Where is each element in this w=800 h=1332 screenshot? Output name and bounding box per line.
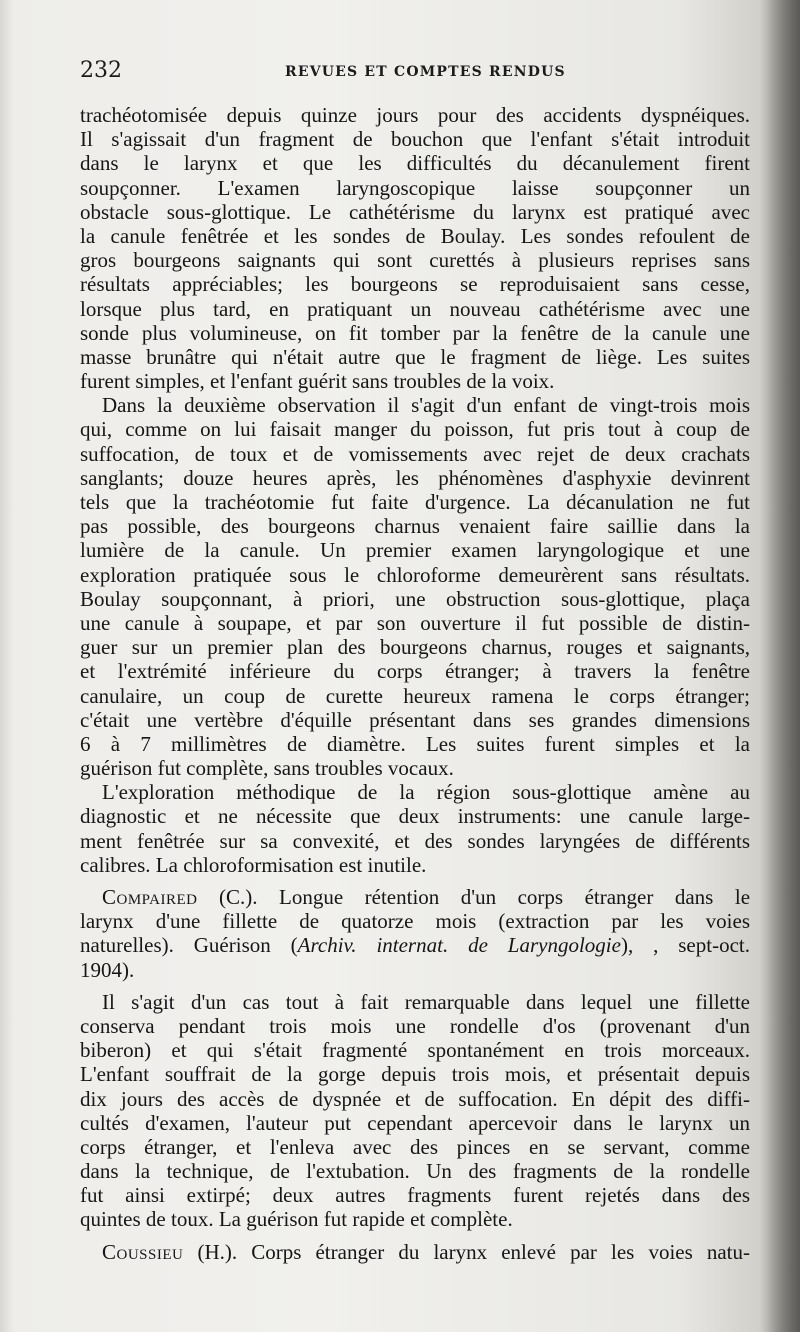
text-line: résultats appréciables; les bourgeons se reproduisaient sans cesse, (80, 272, 750, 297)
paragraph (80, 780, 750, 877)
page-shadow-left (0, 0, 14, 1332)
bibliographic-entry (80, 1240, 750, 1264)
text-line: dans le larynx et que les difficultés du décanulement firent (80, 151, 750, 176)
text-line: diagnostic et ne nécessite que deux instruments: une canule large- (80, 804, 750, 829)
text-line: et l'extrémité inférieure du corps étranger; à travers la fenêtre (80, 659, 750, 684)
text-line: calibres. La chloroformisation est inutile. (80, 852, 427, 877)
page-number: 232 (80, 58, 122, 83)
text-line: masse brunâtre qui n'était autre que le fragment de liège. Les suites (80, 344, 750, 369)
bibliographic-entry (80, 885, 750, 982)
text-line: sanglants; douze heures après, les phénomènes d'asphyxie devinrent (80, 465, 750, 490)
text-line: sonde plus volumineuse, on fit tomber par la fenêtre de la canule une (80, 320, 750, 345)
text-line: trachéotomisée depuis quinze jours pour des accidents dyspnéiques. (80, 103, 750, 127)
text-line: soupçonner. L'examen laryngoscopique laisse soupçonner un (80, 175, 750, 200)
text-line: fut ainsi extirpé; deux autres fragments furent rejetés dans des (80, 1183, 750, 1208)
text-line: lorsque plus tard, en pratiquant un nouveau cathétérisme avec une (80, 296, 750, 321)
text-line: gros bourgeons saignants qui sont curettés à plusieurs reprises sans (80, 248, 750, 273)
text-line: obstacle sous-glottique. Le cathétérisme du larynx est pratiqué avec (80, 199, 750, 224)
paragraph (80, 393, 750, 780)
text-line: conserva pendant trois mois une rondelle d'os (provenant d'un (80, 1013, 750, 1038)
text-line: qui, comme on lui faisait manger du poisson, fut pris tout à coup de (80, 417, 750, 442)
text-line: Il s'agit d'un cas tout à fait remarquable dans lequel une fillette (102, 989, 750, 1014)
text-line: tels que la trachéotomie fut faite d'urgence. La décanulation ne fut (80, 490, 750, 514)
entry-author: Compaired (102, 885, 198, 909)
entry-author: Coussieu (102, 1239, 184, 1264)
text-line: c'était une vertèbre d'équille présentant dans ses grandes dimensions (80, 707, 750, 732)
text-line: quintes de toux. La guérison fut rapide et complète. (80, 1207, 513, 1232)
paragraph (80, 990, 750, 1232)
text-line: exploration pratiquée sous le chloroforme demeurèrent sans résultats. (80, 562, 750, 587)
text-line: corps étranger, et l'enleva avec des pinces en se servant, comme (80, 1134, 750, 1159)
entry-text: naturelles). Guérison ( (80, 933, 298, 958)
text-line: Il s'agissait d'un fragment de bouchon que l'enfant s'était introduit (80, 127, 750, 152)
text-line: 6 à 7 millimètres de diamètre. Les suites furent simples et la (80, 731, 750, 756)
page-header (80, 58, 760, 88)
text-line: dix jours des accès de dyspnée et de suffocation. En dépit des diffi- (80, 1086, 750, 1111)
text-line: L'exploration méthodique de la région sous-glottique amène au (102, 780, 750, 805)
text-line: naturelles). Guérison (Archiv. internat. de Laryngologie), , sept-oct. (80, 933, 750, 958)
text-line: guérison fut complète, sans troubles vocaux. (80, 756, 454, 781)
text-line: cultés d'examen, l'auteur put cependant apercevoir dans le larynx un (80, 1110, 750, 1135)
running-head: REVUES ET COMPTES RENDUS (285, 64, 566, 80)
page-body (80, 103, 750, 1264)
text-line: guer sur un premier plan des bourgeons charnus, rouges et saignants, (80, 635, 750, 660)
text-line: pas possible, des bourgeons charnus venaient faire saillie dans la (80, 514, 750, 539)
text-line: dans la technique, de l'extubation. Un des fragments de la rondelle (80, 1159, 750, 1184)
text-line: une canule à soupape, et par son ouverture il fut possible de distin- (80, 610, 750, 635)
page-gutter-shadow (760, 0, 800, 1332)
text-line: canulaire, un coup de curette heureux ramena le corps étranger; (80, 683, 750, 708)
entry-date: , sept-oct. (653, 933, 750, 958)
text-line: Boulay soupçonnant, à priori, une obstruction sous-glottique, plaça (80, 586, 750, 611)
text-line: L'enfant souffrait de la gorge depuis trois mois, et présentait depuis (80, 1062, 750, 1087)
text-line: larynx d'une fillette de quatorze mois (extraction par les voies (80, 909, 750, 934)
entry-title: (C.). Longue rétention d'un corps étranger dans le (219, 885, 751, 909)
paragraph (80, 103, 750, 393)
text-line: furent simples, et l'enfant guérit sans troubles de la voix. (80, 369, 555, 394)
text-line: ment fenêtrée sur sa convexité, et des sondes laryngées de différents (80, 828, 750, 853)
text-line (80, 1240, 750, 1264)
text-line (80, 885, 750, 909)
text-line: suffocation, de toux et de vomissements avec rejet de deux crachats (80, 441, 750, 466)
text-line: 1904). (80, 957, 135, 982)
entry-title: (H.). Corps étranger du larynx enlevé par les voies natu- (197, 1239, 751, 1264)
text-line: la canule fenêtrée et les sondes de Boulay. Les sondes refoulent de (80, 223, 750, 248)
text-line: Dans la deuxième observation il s'agit d'un enfant de vingt-trois mois (102, 393, 750, 418)
journal-title: Archiv. internat. de Laryngologie (297, 933, 621, 958)
text-line: biberon) et qui s'était fragmenté spontanément en trois morceaux. (80, 1038, 750, 1063)
text-line: lumière de la canule. Un premier examen laryngologique et une (80, 538, 750, 563)
